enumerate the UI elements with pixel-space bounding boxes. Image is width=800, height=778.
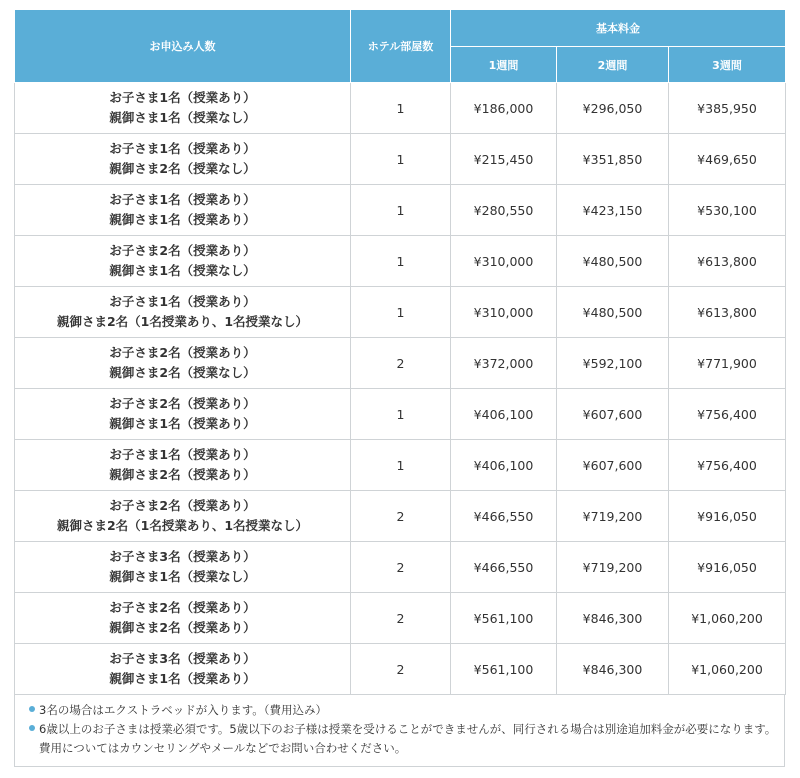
price-1-week: ¥215,450	[451, 134, 557, 185]
price-3-weeks: ¥916,050	[669, 491, 786, 542]
header-rooms: ホテル部屋数	[351, 10, 451, 83]
children-line: お子さま1名（授業あり）	[109, 141, 256, 156]
parents-line: 親御さま2名（1名授業あり、1名授業なし）	[56, 314, 309, 329]
rooms-cell: 1	[351, 83, 451, 134]
price-2-weeks: ¥607,600	[557, 389, 669, 440]
table-row	[15, 542, 786, 593]
price-1-week: ¥406,100	[451, 440, 557, 491]
price-2-weeks: ¥296,050	[557, 83, 669, 134]
children-line: お子さま1名（授業あり）	[109, 447, 256, 462]
price-2-weeks: ¥846,300	[557, 644, 669, 695]
rooms-cell: 2	[351, 491, 451, 542]
price-3-weeks: ¥756,400	[669, 440, 786, 491]
children-line: お子さま2名（授業あり）	[109, 396, 256, 411]
applicants-cell	[15, 542, 351, 593]
price-1-week: ¥561,100	[451, 593, 557, 644]
price-2-weeks: ¥719,200	[557, 491, 669, 542]
price-3-weeks: ¥771,900	[669, 338, 786, 389]
rooms-cell: 2	[351, 644, 451, 695]
applicants-cell	[15, 287, 351, 338]
price-1-week: ¥310,000	[451, 236, 557, 287]
rooms-cell: 1	[351, 236, 451, 287]
applicants-cell	[15, 389, 351, 440]
price-1-week: ¥561,100	[451, 644, 557, 695]
price-3-weeks: ¥613,800	[669, 236, 786, 287]
price-2-weeks: ¥846,300	[557, 593, 669, 644]
table-row	[15, 236, 786, 287]
applicants-cell	[15, 593, 351, 644]
price-2-weeks: ¥592,100	[557, 338, 669, 389]
parents-line: 親御さま2名（授業あり）	[109, 467, 256, 482]
parents-line: 親御さま1名（授業あり）	[109, 416, 256, 431]
note-text: 3名の場合はエクストラベッドが入ります。（費用込み）	[39, 703, 328, 717]
price-3-weeks: ¥756,400	[669, 389, 786, 440]
price-3-weeks: ¥469,650	[669, 134, 786, 185]
applicants-cell	[15, 236, 351, 287]
price-table-container	[14, 9, 785, 767]
price-table	[14, 9, 786, 695]
price-3-weeks: ¥613,800	[669, 287, 786, 338]
parents-line: 親御さま1名（授業あり）	[109, 671, 256, 686]
parents-line: 親御さま2名（1名授業あり、1名授業なし）	[56, 518, 309, 533]
header-base-fee: 基本料金	[451, 10, 786, 47]
price-2-weeks: ¥480,500	[557, 287, 669, 338]
price-1-week: ¥280,550	[451, 185, 557, 236]
price-3-weeks: ¥1,060,200	[669, 644, 786, 695]
parents-line: 親御さま1名（授業なし）	[109, 263, 256, 278]
header-applicants: お申込み人数	[15, 10, 351, 83]
rooms-cell: 1	[351, 185, 451, 236]
applicants-cell	[15, 491, 351, 542]
price-table-body	[15, 83, 786, 695]
price-2-weeks: ¥480,500	[557, 236, 669, 287]
price-3-weeks: ¥385,950	[669, 83, 786, 134]
note-item	[29, 701, 778, 720]
bullet-icon	[29, 725, 35, 731]
parents-line: 親御さま2名（授業なし）	[109, 365, 256, 380]
note-item	[29, 720, 778, 758]
parents-line: 親御さま1名（授業なし）	[109, 110, 256, 125]
price-2-weeks: ¥719,200	[557, 542, 669, 593]
header-week-1: 1週間	[451, 47, 557, 83]
applicants-cell	[15, 440, 351, 491]
children-line: お子さま3名（授業あり）	[109, 651, 256, 666]
applicants-cell	[15, 338, 351, 389]
children-line: お子さま2名（授業あり）	[109, 600, 256, 615]
parents-line: 親御さま2名（授業あり）	[109, 620, 256, 635]
rooms-cell: 1	[351, 134, 451, 185]
notes-box	[14, 695, 785, 767]
price-1-week: ¥372,000	[451, 338, 557, 389]
rooms-cell: 2	[351, 593, 451, 644]
parents-line: 親御さま2名（授業なし）	[109, 161, 256, 176]
children-line: お子さま2名（授業あり）	[109, 498, 256, 513]
price-3-weeks: ¥1,060,200	[669, 593, 786, 644]
parents-line: 親御さま1名（授業なし）	[109, 569, 256, 584]
price-2-weeks: ¥607,600	[557, 440, 669, 491]
rooms-cell: 1	[351, 287, 451, 338]
price-1-week: ¥466,550	[451, 491, 557, 542]
applicants-cell	[15, 134, 351, 185]
price-1-week: ¥310,000	[451, 287, 557, 338]
price-3-weeks: ¥530,100	[669, 185, 786, 236]
price-3-weeks: ¥916,050	[669, 542, 786, 593]
table-row	[15, 185, 786, 236]
rooms-cell: 2	[351, 542, 451, 593]
header-week-3: 3週間	[669, 47, 786, 83]
children-line: お子さま1名（授業あり）	[109, 192, 256, 207]
price-1-week: ¥406,100	[451, 389, 557, 440]
price-1-week: ¥186,000	[451, 83, 557, 134]
rooms-cell: 2	[351, 338, 451, 389]
applicants-cell	[15, 83, 351, 134]
children-line: お子さま3名（授業あり）	[109, 549, 256, 564]
price-2-weeks: ¥423,150	[557, 185, 669, 236]
applicants-cell	[15, 644, 351, 695]
price-1-week: ¥466,550	[451, 542, 557, 593]
note-text: 6歳以上のお子さまは授業必須です。5歳以下のお子様は授業を受けることができませんが、同行される場合は別途追加料金が必要になります。費用についてはカウンセリングやメールなどでお問い合わせください。	[39, 722, 777, 755]
table-row	[15, 338, 786, 389]
rooms-cell: 1	[351, 389, 451, 440]
children-line: お子さま2名（授業あり）	[109, 345, 256, 360]
table-row	[15, 491, 786, 542]
children-line: お子さま1名（授業あり）	[109, 294, 256, 309]
rooms-cell: 1	[351, 440, 451, 491]
table-row	[15, 389, 786, 440]
table-row	[15, 134, 786, 185]
table-row	[15, 83, 786, 134]
applicants-cell	[15, 185, 351, 236]
price-2-weeks: ¥351,850	[557, 134, 669, 185]
table-row	[15, 593, 786, 644]
children-line: お子さま1名（授業あり）	[109, 90, 256, 105]
table-row	[15, 644, 786, 695]
parents-line: 親御さま1名（授業あり）	[109, 212, 256, 227]
children-line: お子さま2名（授業あり）	[109, 243, 256, 258]
table-row	[15, 287, 786, 338]
header-week-2: 2週間	[557, 47, 669, 83]
bullet-icon	[29, 706, 35, 712]
table-row	[15, 440, 786, 491]
